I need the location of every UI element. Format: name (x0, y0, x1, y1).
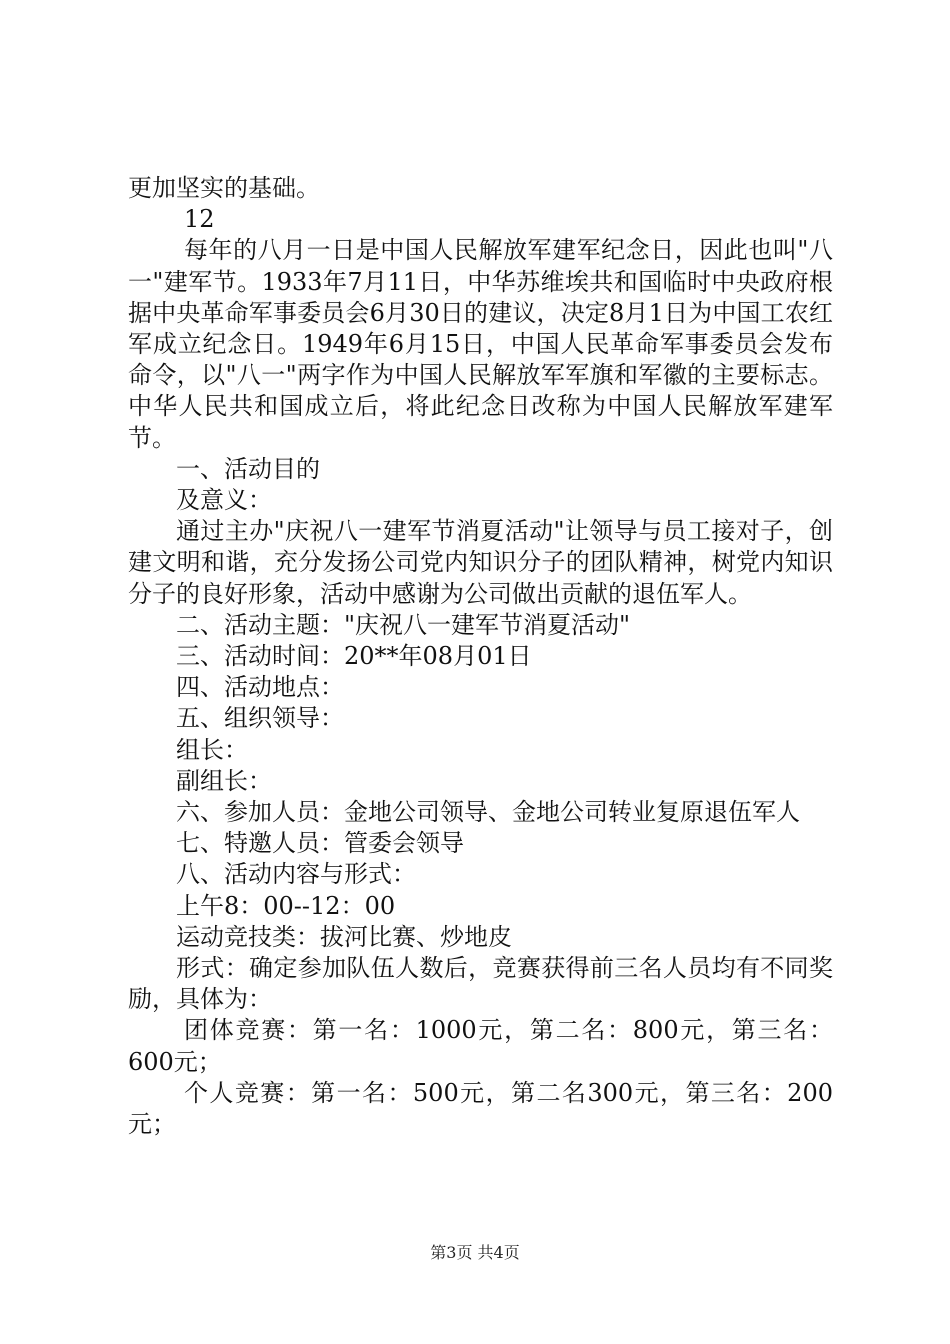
paragraph-14: 八、活动内容与形式： (176, 860, 416, 889)
paragraph-19: 个人竞赛：第一名：500元，第二名300元，第三名：200元； (128, 1078, 833, 1139)
document-body (128, 173, 833, 1140)
paragraph-2: 每年的八月一日是中国人民解放军建军纪念日，因此也叫"八一"建军节。1933年7月11日，中华苏维埃共和国临时中央政府根据中央革命军事委员会6月30日的建议，决定8月1日为中国工农红军成立纪念日。1949年6月15日，中国人民革命军事委员会发布命令，以"八一"两字作为中国人民解放军军旗和军徽的主要标志。中华人民共和国成立后，将此纪念日改称为中国人民解放军建军节。 (128, 236, 833, 452)
paragraph-5: 通过主办"庆祝八一建军节消夏活动"让领导与员工接对子，创建文明和谐，充分发扬公司党内知识分子的团队精神，树党内知识分子的良好形象，活动中感谢为公司做出贡献的退伍军人。 (128, 517, 833, 608)
paragraph-15: 上午8：00--12：00 (176, 891, 396, 920)
paragraph-8: 四、活动地点： (176, 673, 344, 702)
paragraph-16: 运动竞技类：拔河比赛、炒地皮 (176, 922, 512, 951)
paragraph-17: 形式：确定参加队伍人数后，竞赛获得前三名人员均有不同奖励，具体为： (128, 954, 833, 1014)
paragraph-6: 二、活动主题："庆祝八一建军节消夏活动" (176, 610, 631, 639)
paragraph-4: 及意义： (176, 486, 272, 515)
paragraph-11: 副组长： (176, 766, 272, 795)
paragraph-7: 三、活动时间：20**年08月01日 (176, 642, 532, 671)
paragraph-12: 六、参加人员：金地公司领导、金地公司转业复原退伍军人 (176, 798, 800, 827)
paragraph-18: 团体竞赛：第一名：1000元，第二名：800元，第三名：600元； (128, 1016, 833, 1076)
page-footer: 第3页 共4页 (430, 1243, 520, 1262)
paragraph-3: 一、活动目的 (176, 454, 320, 483)
paragraph-13: 七、特邀人员：管委会领导 (176, 829, 464, 858)
paragraph-0: 更加坚实的基础。 (128, 174, 320, 202)
paragraph-10: 组长： (176, 735, 248, 764)
paragraph-9: 五、组织领导： (176, 704, 344, 733)
paragraph-1: 12 (184, 205, 215, 234)
